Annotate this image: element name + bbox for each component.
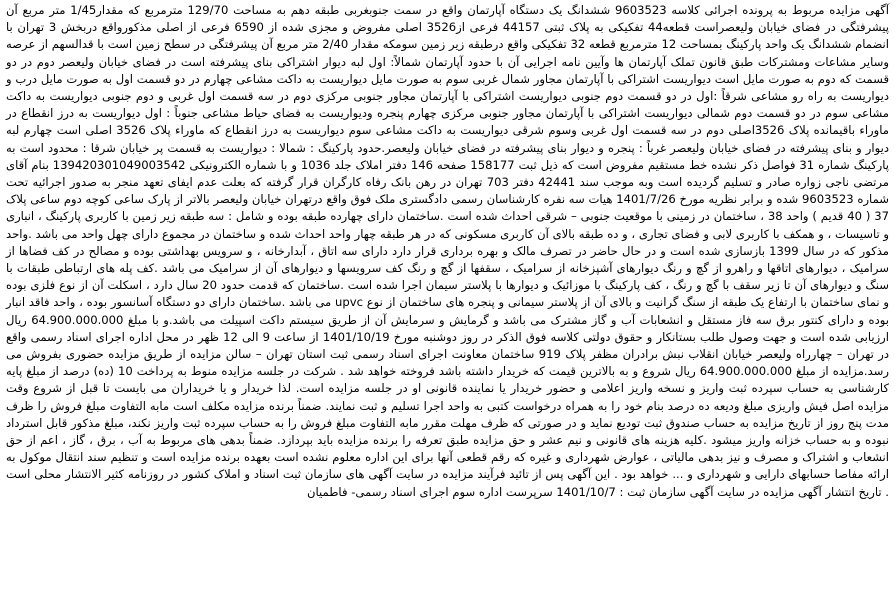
auction-notice-body: آگهی مزایده مربوط به پرونده اجرائی کلاسه 9603523 ششدانگ یک دستگاه آپارتمان واقع در سمت جنوبغربی طبقه دهم به مساحت 129/70 مترمربع که مقدار1/45 متر مربع آن پیشرفتگی در فضای خیابان ولیعصراست قطعه44 تفکیکی به پلاک ثبتی 44157 فرعی از3526 اصلی مفروض و مجزی شده از 6590 فرعی از اصلی مذکورواقع دربخش 3 تهران با انضمام ششدانگ یک واحد پارکینگ بمساحت 12 مترمربع قطعه 32 تفکیکی واقع درطبقه زیر زمین سومکه مقدار 2/40 متر مربع آن پیشرفتگی در سطح زمین است با قدالسهم از عرصه وسایر مشاعات ومشترکات طبق قانون تملک آپارتمان ها وآیین نامه اجرایی آن با حدود آپارتمان شمالاً: اول لبه دیوار اشتراکی بنای پیشرفته است در فضای خیابان ولیعصر دوم در دو قسمت که دوم به صورت مایل است دیواریست اشتراکی با آپارتمان مجاور شمال غربی سوم به صورت مایل دیواریست به داکت مشاعی چهارم در دو قسمت اول به صورت مایل درب و دیواریست به راه رو مشاعی شرقاً :اول در دو قسمت دوم جنوبی دیواریست اشتراکی با آپارتمان مجاور جنوبی مرکزی دوم در سه قسمت اول غربی و دوم جنوبی دیواریست به داکت مشاعی سوم در دو قسمت دوم شمالی دیواریست اشتراکی با آپارتمان مجاور جنوبی مرکزی چهارم پنجره ودیواریست به فضای حیاط مشاعی جنوباً : اول دیواریست به درز انقطاع در ماوراء باقیمانده پلاک 3526اصلی دوم در سه قسمت اول غربی وسوم شرقی دیواریست به داکت مشاعی سوم دیواریست به درز انقطاع که ماوراء پلاک 3526 اصلی است چهارم لبه دیوار و بنای پیشرفته در فضای خیابان ولیعصر غرباً : پنجره و دیوار بنای پیشرفته در فضای خیابان ولیعصر.حدود پارکینگ : شمالا : دیواریست به قسمت پر خیابان شرقا : محدود است به پارکینگ شماره 31 فواصل ذکر نشده خط مستقیم مفروض است که ذیل ثبت 158177 صفحه 146 دفتر املاک جلد 1036 و با شماره الکترونیکی 139420301049003542 بنام آقای مرتضی ناجی زواره صادر و تسلیم گردیده است وبه موجب سند 42441 دفتر 703 تهران در رهن بانک رفاه کارگران قرار گرفته که بعلت عدم ایفای تعهد منجر به صدور اجرائیه تحت شماره 9603523 شده و برابر نظریه مورخ 1401/7/26 هیات سه نفره کارشناسان رسمی دادگستری ملک فوق واقع درتهران خیابان ولیعصر بالاتر از پارک ساعی کوچه دوم ساعی پلاک 37 ( 40 قدیم ) واحد 38 ، ساختمان در زمینی با موقعیت جنوبی – شرقی احداث شده است .ساختمان دارای چهارده طبقه بوده و شامل : سه طبقه زیر زمین با کاربری پارکینگ ، انباری و تاسیسات ، و همکف با کاربری لابی و فضای تجاری ، و ده طبقه بالای آن کاربری مسکونی که در هر طبقه چهار واحد احداث شده و ساختمان در مجموع دارای چهل واحد می باشد .واحد مذکور که در سال 1399 بازسازی شده است و در حال حاضر در تصرف مالک و بهره برداری قرار دارد دارای سه اتاق ، آبدارخانه ، و سرویس بهداشتی بوده و مصالح در کف فضاها از سرامیک ، دیوارهای اتاقها و راهرو از گچ و رنگ دیوارهای آشپزخانه از سرامیک ، سقفها از گچ و رنگ کف سرویسها و دیوارهای آن از سرامیک می باشد .کف پله های ارتباطی طبقات با سنگ و دیوارهای آن تا زیر سقف با گچ و رنگ ، کف پارکینگ با موزائیک و دیوارها با پلاستر سیمان اجرا شده است .ساختمان که قدمت حدود 20 سال دارد ، اسکلت آن از نوع فلزی بوده و نمای ساختمان با ارتفاع یک طبقه از سنگ گرانیت و بالای آن از پلاستر سیمانی و پنجره های ساختمان از نوع upvc می باشد .ساختمان دارای دو دستگاه آسانسور بوده ، واحد فاقد انبار بوده و دارای کنتور برق سه فاز مستقل و انشعابات آب و گاز مشترک می باشد و گرمایش و سرمایش آن از طریق سیستم داکت اسپیلت می باشد.و با مبلغ 64.900.000.000 ریال ارزیابی شده است و جهت وصول طلب بستانکار و حقوق دولتی کلاسه فوق الذکر در روز دوشنبه مورخ 1401/10/19 از ساعت 9 الی 12 ظهر در محل اداره اجرای اسناد رسمی واقع در تهران – چهارراه ولیعصر خیابان انقلاب نبش برادران مظفر پلاک 919 ساختمان معاونت اجرای اسناد رسمی ثبت استان تهران – سالن مزایده از طریق مزایده حضوری بفروش می رسد.مزایده از مبلغ 64.900.000.000 ریال شروع و به بالاترین قیمت که خریدار داشته باشد فروخته خواهد شد . شرکت در جلسه مزایده منوط به پرداخت 10 (ده) درصد از مبلغ پایه کارشناسی به حساب سپرده ثبت واریز و نسخه واریز اعلامی و حضور خریدار یا نماینده قانونی او در جلسه مزایده است. لذا خریدار و یا خریداران می بایست تا قبل از شروع وقت مزایده اصل فیش واریزی مبلغ ودیعه ده درصد بنام خود را به همراه درخواست کتبی به واحد اجرا تسلیم و ثبت نمایند. ضمناً برنده مزایده مکلف است مابه التفاوت مبلغ فروش را ظرف مدت پنج روز از تاریخ مزایده به حساب صندوق ثبت تودیع نماید و در صورتی که ظرف مهلت مقرر مابه التفاوت مبلغ فروش را به حساب سپرده ثبت واریز نکند، مبلغ مذکور قابل استرداد نبوده و به حساب خزانه واریز میشود .کلیه هزینه های قانونی و نیم عشر و حق مزایده طبق تعرفه را برنده مزایده باید بپردازد. ضمناً بدهی های مربوط به آب ، برق ، گاز ، اعم از حق انشعاب و اشتراک و مصرف و نیز بدهی مالیاتی ، عوارض شهرداری و غیره که رقم قطعی آنها برای این اداره معلوم نشده است بعهده برنده مزایده است و تنظیم سند انتقال موکول به ارائه مفاصا حسابهای دارایی و شهرداری و ... خواهد بود . این آگهی پس از تائید فرآیند مزایده در سایت آگهی های سازمان ثبت اسناد و املاک کشور در روزنامه کثیر الانتشار محلی است . تاریخ انتشار آگهی مزایده در سایت آگهی سازمان ثبت : 1401/10/7 سرپرست اداره سوم اجرای اسناد رسمی- فاطمیان xyxy=(6,3,890,499)
